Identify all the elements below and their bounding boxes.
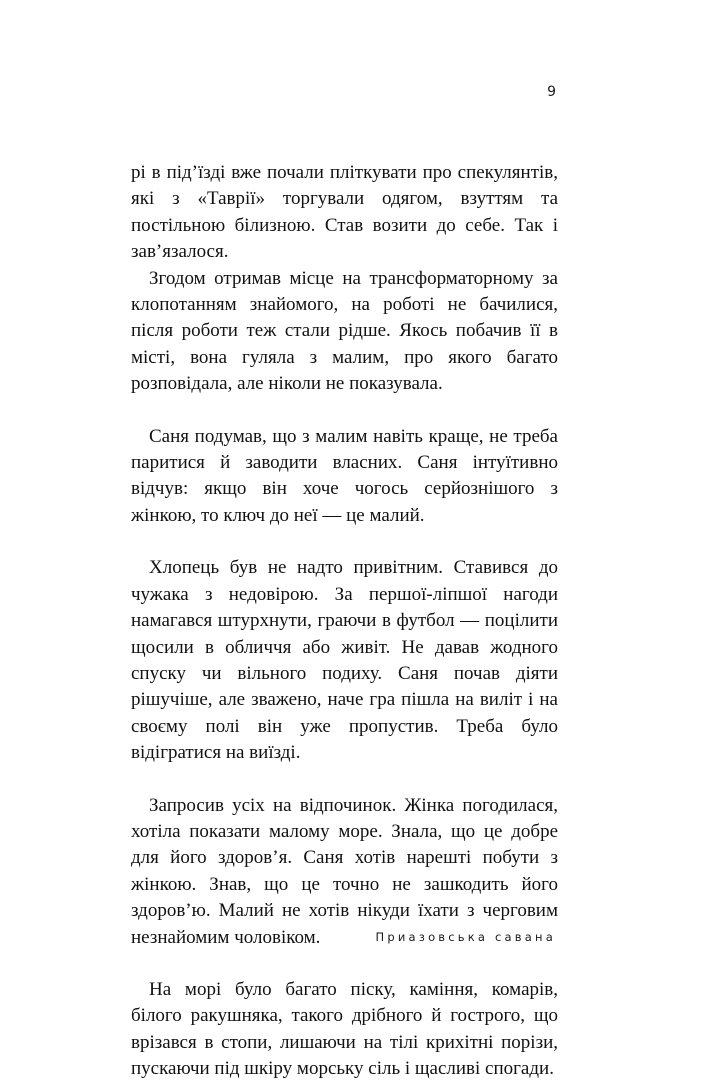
paragraph-6: На морі було багато піску, каміння, комарів, білого ракушняка, такого дрібного й гострого, що врізався в стопи, лишаючи на тілі крихітні порізи, пускаючи під шкіру морську сіль і щасливі спогади. [131, 978, 558, 1080]
running-title: Приазовська савана [375, 930, 556, 944]
paragraph-1: рі в під’їзді вже почали пліткувати про спекулянтів, які з «Таврії» торгували одягом, взуттям та постільною білизною. Став возити до себе. Так і зав’язалося. [131, 162, 558, 263]
page-number: 9 [547, 84, 556, 100]
paragraph-5: Запросив усіх на відпочинок. Жінка погодилася, хотіла показати малому море. Знала, що це добре для його здоров’я. Саня хотів нарешті побути з жінкою. Знав, що це точно не зашкодить його здоров’ю. Малий не хотів нікуди їхати з черговим незнайомим чоловіком. [131, 794, 558, 948]
paragraph-3: Саня подумав, що з малим навіть краще, не треба паритися й заводити власних. Саня інтуїтивно відчув: якщо він хоче чогось серйознішого з жінкою, то ключ до неї — це малий. [131, 425, 558, 526]
body-text [131, 160, 558, 1083]
paragraph-4: Хлопець був не надто привітним. Ставився до чужака з недовірою. За першої-ліпшої нагоди намагався штурхнути, граючи в футбол — поцілити щосили в обличчя або живіт. Не давав жодного спуску чи вільного подиху. Саня почав діяти рішучіше, але зважено, наче гра пішла на виліт і на своєму полі він уже пропустив. Треба було відігратися на виїзді. [131, 557, 558, 764]
paragraph-2: Згодом отримав місце на трансформаторному за клопотанням знайомого, на роботі не бачилися, після роботи теж стали рідше. Якось побачив її в місті, вона гуляла з малим, про якого багато розповідала, але ніколи не показувала. [131, 267, 558, 395]
